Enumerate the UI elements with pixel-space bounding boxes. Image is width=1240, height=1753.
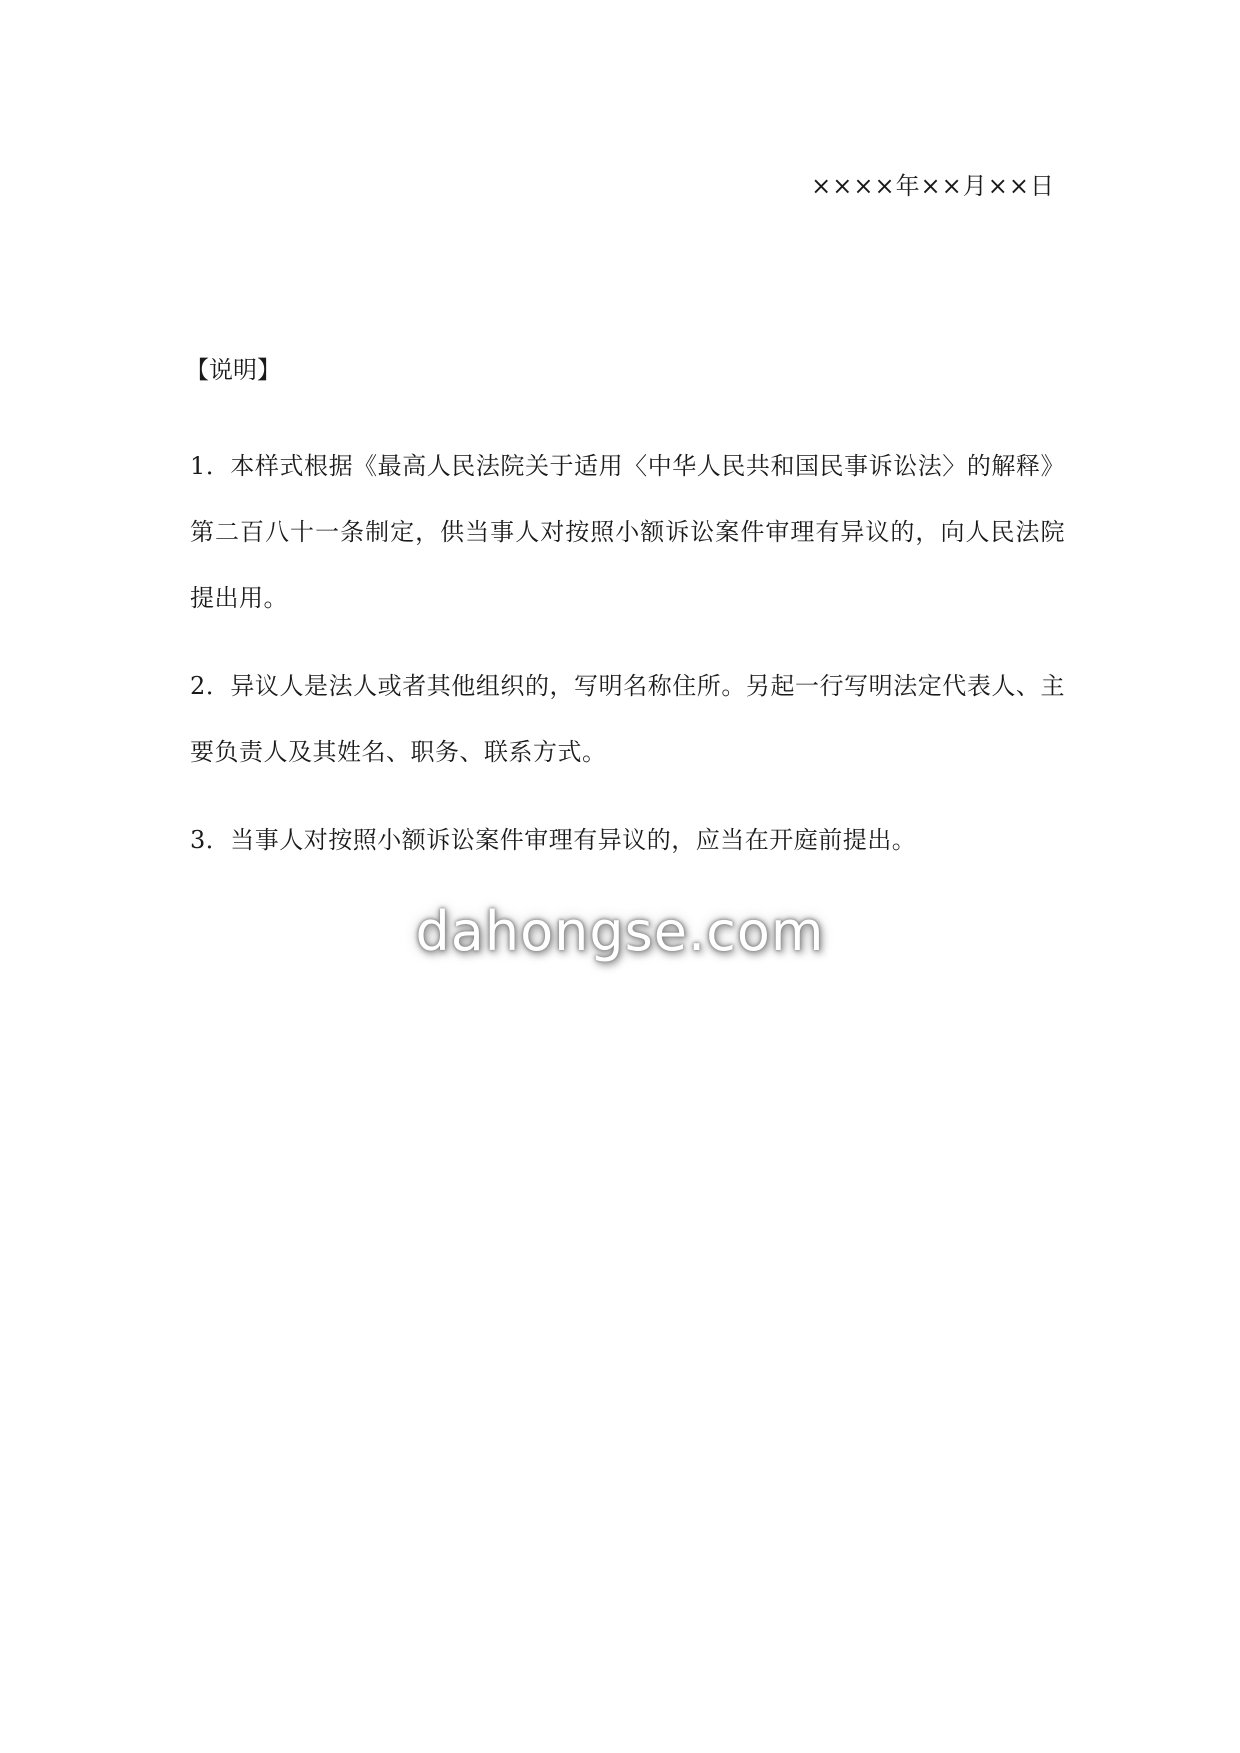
note-item-3: 3．当事人对按照小额诉讼案件审理有异议的，应当在开庭前提出。 <box>190 826 917 854</box>
notes-list <box>190 433 1065 895</box>
notes-heading: 【说明】 <box>185 356 281 384</box>
note-item-2: 2．异议人是法人或者其他组织的，写明名称住所。另起一行写明法定代表人、主要负责人及其姓名、职务、联系方式。 <box>190 672 1065 766</box>
date-line: ××××年××月××日 <box>811 172 1055 200</box>
watermark: dahongse.com <box>415 900 825 963</box>
note-item-1: 1．本样式根据《最高人民法院关于适用〈中华人民共和国民事诉讼法〉的解释》第二百八十一条制定，供当事人对按照小额诉讼案件审理有异议的，向人民法院提出用。 <box>190 452 1065 612</box>
